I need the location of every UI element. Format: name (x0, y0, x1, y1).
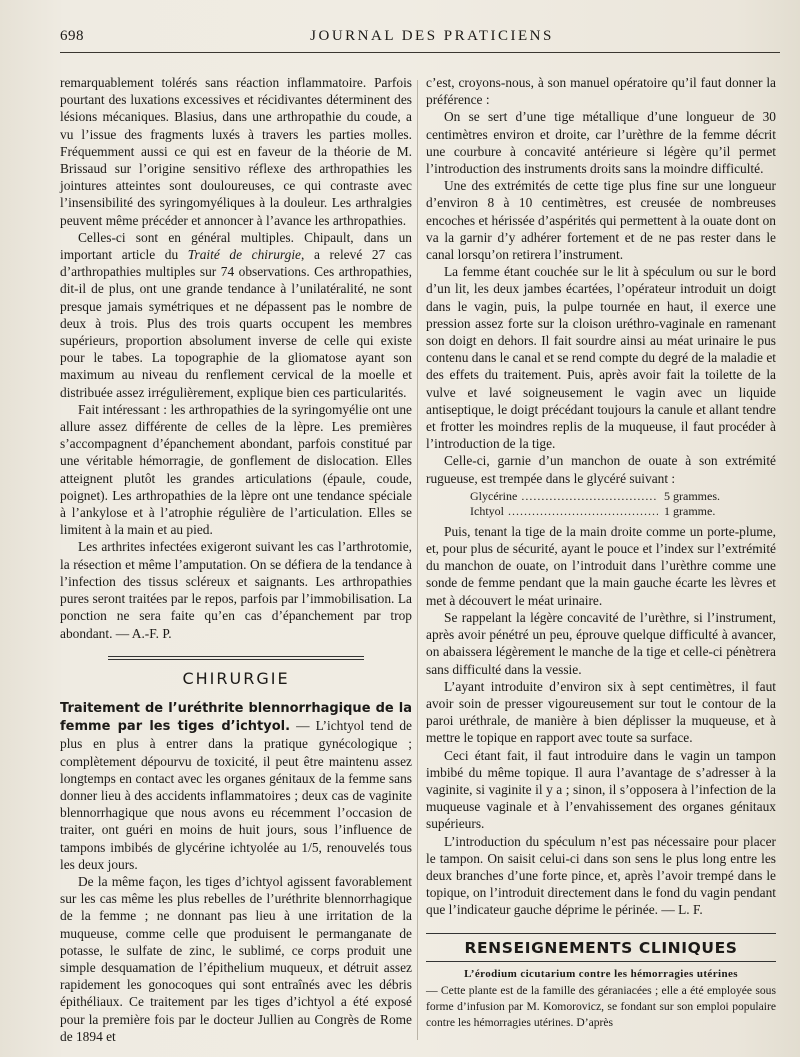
running-title: JOURNAL DES PRATICIENS (310, 28, 554, 44)
recipe-quantity: 1 gramme. (664, 503, 716, 518)
section-heading: CHIRURGIE (182, 668, 290, 688)
section-chirurgie (60, 656, 412, 687)
paragraph: La femme étant couchée sur le lit à spéculum ou sur le bord d’un lit, les deux jambes écartées, l’opérateur introduit un doigt dans le vagin, puis, la pulpe tournée en haut, il exerce une pression assez forte sur la cloison uréthro-vaginale en ramenant son doigt en dehors. Il fait sourdre ainsi au méat urinaire le pus contenu dans le canal et se rend compte du degré de la maladie et des effets du traitement. Puis, après avoir fait la toilette de la vulve et lavé soigneusement le vagin avec un liquide antiseptique, le doigt précédant toujours la canule et allant tendre et frotter les moindres replis de la muqueuse, il faut procéder à l’introduction de la tige. (426, 264, 776, 452)
paragraph: Ceci étant fait, il faut introduire dans le vagin un tampon imbibé du même topique. Il aura l’avantage de s’adresser à la vaginite, si vaginite il y a ; sinon, il s’opposera à l’infection de la muqueuse vaginale et à l’envahissement des organes génitaux supérieurs. (426, 747, 776, 832)
right-column (426, 74, 776, 1031)
left-column (60, 74, 412, 1045)
section-rule (426, 961, 776, 962)
paragraph: Les arthrites infectées exigeront suivant les cas l’arthrotomie, la résection et même l’amputation. On se défiera de la tendance à l’infection des tissus scléreux et saignants. Les arthropathies pures seront traitées par le repos, parfois par l’immobilisation. La ponction ne sera faite qu’en cas d’épanchement par trop abondant. — A.-F. P. (60, 539, 412, 641)
header-rule (60, 52, 780, 53)
paragraph: L’ayant introduite d’environ six à sept centimètres, il faut avoir soin de presser vigoureusement sur tout le contour de la paroi uréthrale, de manière à bien déplisser la muqueuse, et à mettre le topique en rapport avec toute sa surface. (426, 678, 776, 746)
paragraph: Une des extrémités de cette tige plus fine sur une longueur d’environ 8 à 10 centimètres, est creusée de nombreuses encoches et hérissée d’aspérités qui permettent à la ouate dont on va la garnir d’y adhérer fortement et de ne pas rester dans le canal lorsqu’on retirera l’instrument. (426, 178, 776, 263)
column-divider (417, 80, 418, 1040)
paragraph: — Cette plante est de la famille des géraniacées ; elle a été employée sous forme d’infusion par M. Komorovicz, se fondant sur son emploi populaire contre les hémorragies utérines. D’après (426, 983, 776, 1029)
recipe-ingredient: Glycérine ..... (470, 489, 658, 504)
page-header (60, 28, 780, 50)
section-renseignements (426, 933, 776, 1031)
recipe-ingredient: Ichtyol ..... (470, 504, 658, 519)
recipe-row (470, 489, 740, 504)
paragraph: On se sert d’une tige métallique d’une longueur de 30 centimètres environ et droite, car l’urèthre de la femme décrit une courbure à concavité antérieure si légère qu’il permet l’introduction des instruments droits sans la moindre difficulté. (426, 109, 776, 177)
paragraph: De la même façon, les tiges d’ichtyol agissent favorablement sur les cas même les plus rebelles de l’uréthrite blennorrhagique de la femme ; ne donnant pas lieu à une irritation de la muqueuse, comme celle que produisent le permanganate de potasse, le sulfate de zinc, le sublimé, ce corps produit une simple desquamation de l’épithelium muqueux, et détruit assez rapidement les gonocoques qui sont entraînés avec les débris épithéliaux. Ce traitement par les tiges d’ichtyol a été exposé pour la première fois par le docteur Jullien au Congrès de Rome de 1894 et (60, 873, 412, 1044)
paragraph: remarquablement tolérés sans réaction inflammatoire. Parfois pourtant des luxations excessives et récidivantes déterminent des lésions mécaniques. Blasius, dans une arthropathie du coude, a vu l’issue des fragments luxés à travers les parties molles. Fréquemment aussi ce qui est en faveur de la théorie de M. Brissaud sur l’origine sensitivo réflexe des arthropathies les jointures atteintes sont douloureuses, ce qui contraste avec l’insensibilité des syringomyéliques à la douleur. Les arthralgies peuvent même précéder et annoncer à l’avance les arthropathies. (60, 75, 412, 228)
paragraph: Fait intéressant : les arthropathies de la syringomyélie ont une allure assez différente de celles de la lèpre. Les premières s’accompagnent d’épanchement abondant, parfois constitué par une véritable hémorragie, de gonflement de dislocation. Elles atteignent plutôt les grandes articulations (épaule, coude, poignet). Les arthropathies de la lèpre ont une tendance spéciale à l’ankylose et à l’atrophie régulière de l’articulation. Elles se limitent à la main et au pied. (60, 401, 412, 538)
section-heading: RENSEIGNEMENTS CLINIQUES (464, 938, 738, 957)
paragraph: Se rappelant la légère concavité de l’urèthre, si l’instrument, après avoir pénétré un peu, éprouve quelque difficulté à avancer, on abaissera légèrement le manche de la tige et celle-ci pénètrera sans difficulté dans la vessie. (426, 609, 776, 677)
section-rule (426, 933, 776, 934)
recipe-row (470, 504, 740, 519)
paragraph: Celles-ci sont en général multiples. Chipault, dans un important article du Traité de chirurgie, a relevé 27 cas d’arthropathies multiples sur 74 observations. Ces arthropathies, dit-il de plus, ont une grande tendance à l’unilatéralité, ne sont presque jamais symétriques et ne dépassent pas le nombre de deux à trois. Plus des trois quarts occupent les membres supérieurs, proportion absolument inverse de celle qui existe pour le tabes. La topographie de la gliomatose ayant son maximum au niveau du renflement cervical de la moelle et distribuée assez irrégulièrement, explique bien ces particularités. (60, 229, 412, 400)
article-title: Traitement de l’uréthrite blennorrhagique de la femme par les tiges d’ichtyol. (60, 700, 412, 735)
paragraph: Celle-ci, garnie d’un manchon de ouate à son extrémité rugueuse, est trempée dans le glycéré suivant : (426, 453, 776, 486)
paragraph: c’est, croyons-nous, à son manuel opératoire qu’il faut donner la préférence : (426, 75, 776, 108)
paragraph: L’introduction du spéculum n’est pas nécessaire pour placer le tampon. On saisit celui-ci dans son sens le plus long entre les deux branches d’une forte pince, et, après l’avoir trempé dans le topique, on l’introduit directement dans le fond du vagin pendant que l’indicateur gauche déprime le périnée. — L. F. (426, 833, 776, 918)
article-paragraph: Traitement de l’uréthrite blennorrhagique de la femme par les tiges d’ichtyol. — L’ichtyol tend de plus en plus à entrer dans la pratique gynécologique ; complètement dépourvu de toxicité, il peut être maintenu assez longtemps en contact avec les organes génitaux de la femme sans donner lieu à des accidents inflammatoires ; deux cas de vaginite blennorrhagique que nous avons eu récemment l’occasion de traiter, ont guéri en moins de huit jours, sous l’influence de tampons imbibés de glycérine ichtyolée au 1/5, renouvelés tous les deux jours. (60, 700, 412, 872)
book-title: Traité de chirurgie (187, 247, 302, 263)
recipe-quantity: 5 grammes. (664, 488, 720, 503)
section-rule (108, 656, 364, 660)
subheading: L’érodium cicutarium contre les hémorragies utérines (464, 967, 738, 980)
recipe-list (470, 489, 776, 519)
paragraph: Puis, tenant la tige de la main droite comme un porte-plume, et, pour plus de sécurité, ayant le pouce et l’index sur l’extrémité du manchon de ouate, on l’introduit dans l’urèthre comme une sonde de femme pendant que la main gauche écarte les lèvres et met à découvert le méat urinaire. (426, 523, 776, 608)
page-number: 698 (60, 28, 84, 44)
